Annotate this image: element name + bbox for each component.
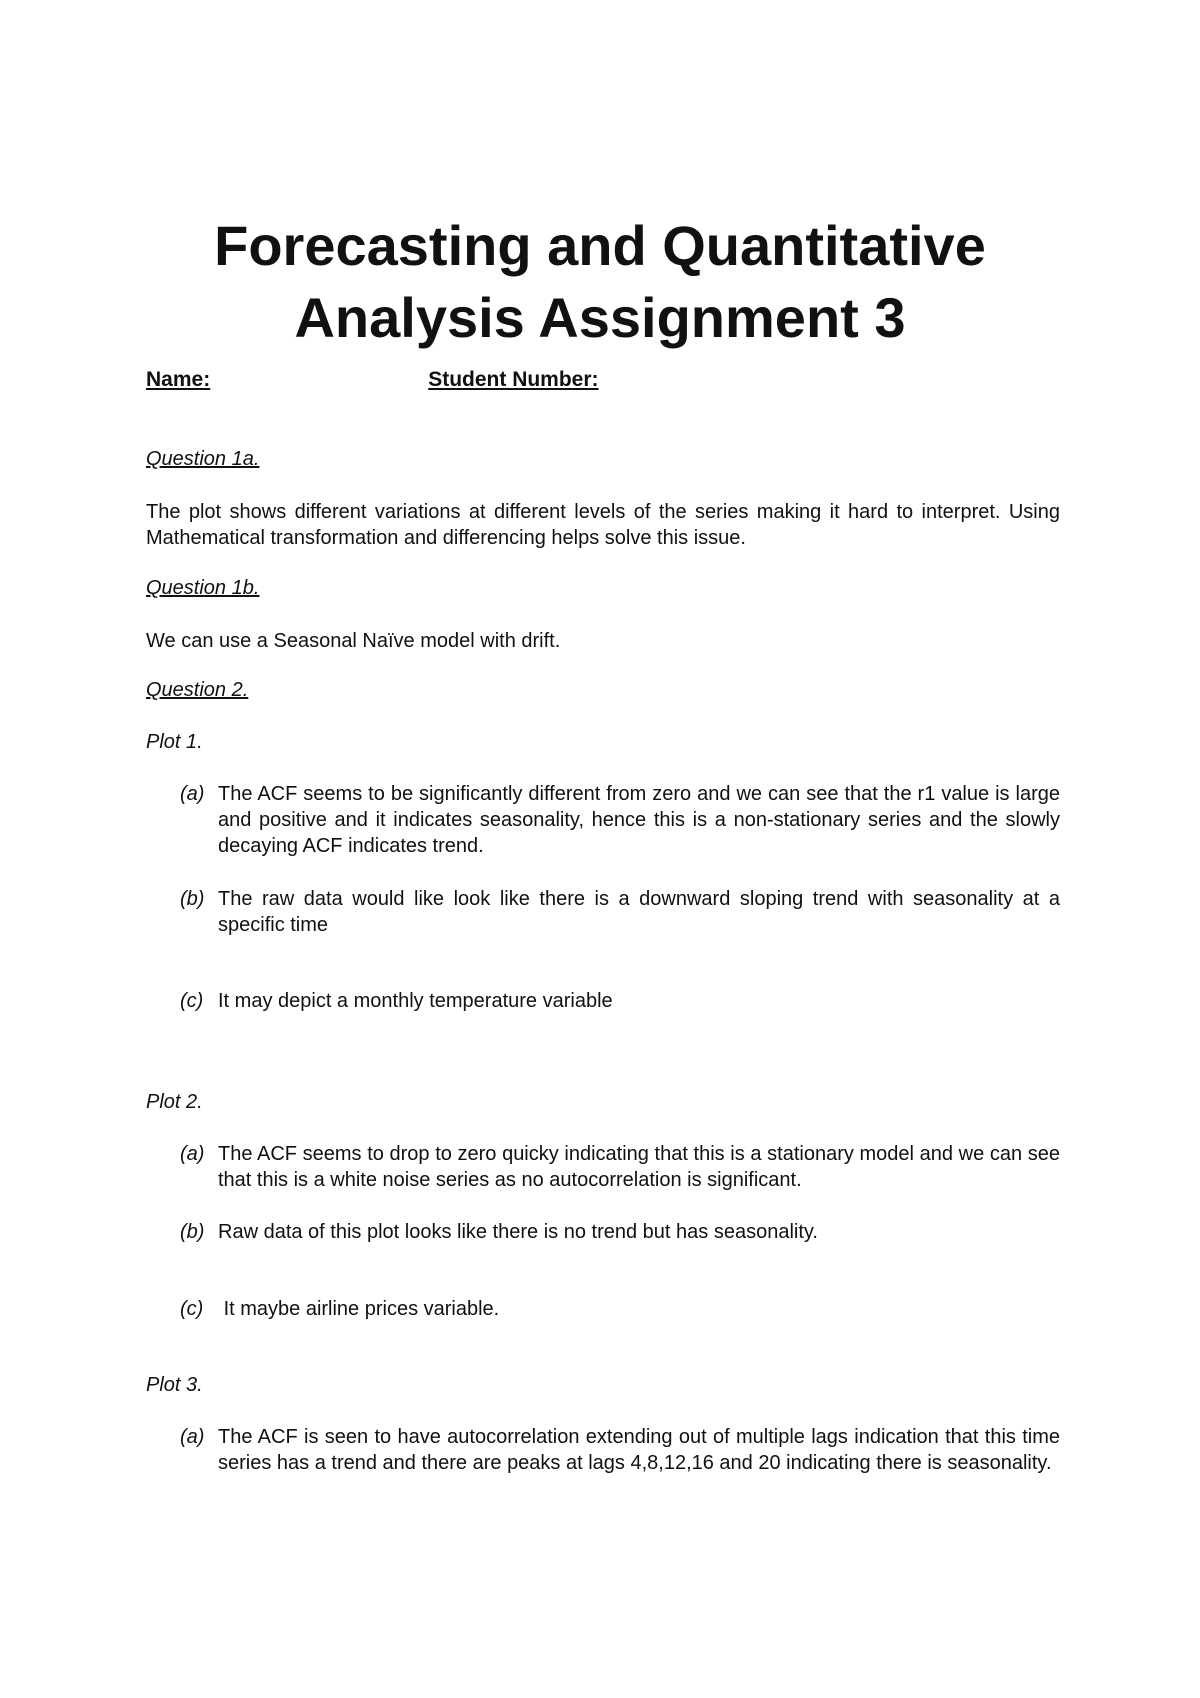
plot-2-item-c bbox=[180, 1296, 1060, 1322]
item-text: The ACF seems to drop to zero quicky indicating that this is a stationary model and we can see that this is a white noise series as no autocorrelation is significant. bbox=[218, 1143, 1060, 1191]
item-marker: (c) bbox=[180, 1298, 204, 1320]
item-marker: (a) bbox=[180, 1426, 205, 1448]
item-marker: (b) bbox=[180, 1221, 205, 1243]
item-marker: (b) bbox=[180, 888, 205, 910]
plot-2-label: Plot 2. bbox=[146, 1091, 203, 1113]
plot-1-item-c bbox=[180, 988, 1060, 1014]
item-text: The raw data would like look like there is a downward sloping trend with seasonality at a specific time bbox=[218, 888, 1060, 936]
item-text: The ACF is seen to have autocorrelation extending out of multiple lags indication that this time series has a trend and there are peaks at lags 4,8,12,16 and 20 indicating there is seasonality. bbox=[218, 1426, 1060, 1474]
item-marker: (a) bbox=[180, 1143, 205, 1165]
plot-3-item-a bbox=[180, 1424, 1060, 1476]
question-1a-answer: The plot shows different variations at different levels of the series making it hard to interpret. Using Mathematical transformation and differencing helps solve this issue. bbox=[146, 501, 1060, 549]
plot-2-item-b bbox=[180, 1219, 1060, 1245]
item-marker: (a) bbox=[180, 783, 205, 805]
item-text: The ACF seems to be significantly different from zero and we can see that the r1 value is large and positive and it indicates seasonality, hence this is a non-stationary series and the slowly decaying ACF indicates trend. bbox=[218, 783, 1060, 857]
student-number-label: Student Number: bbox=[428, 368, 599, 391]
question-2-heading: Question 2. bbox=[146, 679, 249, 701]
plot-2-item-a bbox=[180, 1141, 1060, 1193]
item-text: It maybe airline prices variable. bbox=[218, 1298, 500, 1320]
document-title-line-1: Forecasting and Quantitative bbox=[214, 214, 986, 277]
item-text: It may depict a monthly temperature variable bbox=[218, 990, 613, 1012]
document-title-line-2: Analysis Assignment 3 bbox=[294, 286, 906, 349]
question-1b-heading: Question 1b. bbox=[146, 577, 260, 599]
item-marker: (c) bbox=[180, 990, 204, 1012]
question-1a-heading: Question 1a. bbox=[146, 448, 260, 470]
name-label: Name: bbox=[146, 368, 211, 391]
plot-3-label: Plot 3. bbox=[146, 1374, 203, 1396]
question-1b-answer: We can use a Seasonal Naïve model with drift. bbox=[146, 630, 561, 652]
name-student-number-field bbox=[146, 368, 603, 392]
item-text: Raw data of this plot looks like there is no trend but has seasonality. bbox=[218, 1221, 818, 1243]
plot-1-item-a bbox=[180, 781, 1060, 859]
plot-1-label: Plot 1. bbox=[146, 731, 203, 753]
plot-1-item-b bbox=[180, 886, 1060, 938]
